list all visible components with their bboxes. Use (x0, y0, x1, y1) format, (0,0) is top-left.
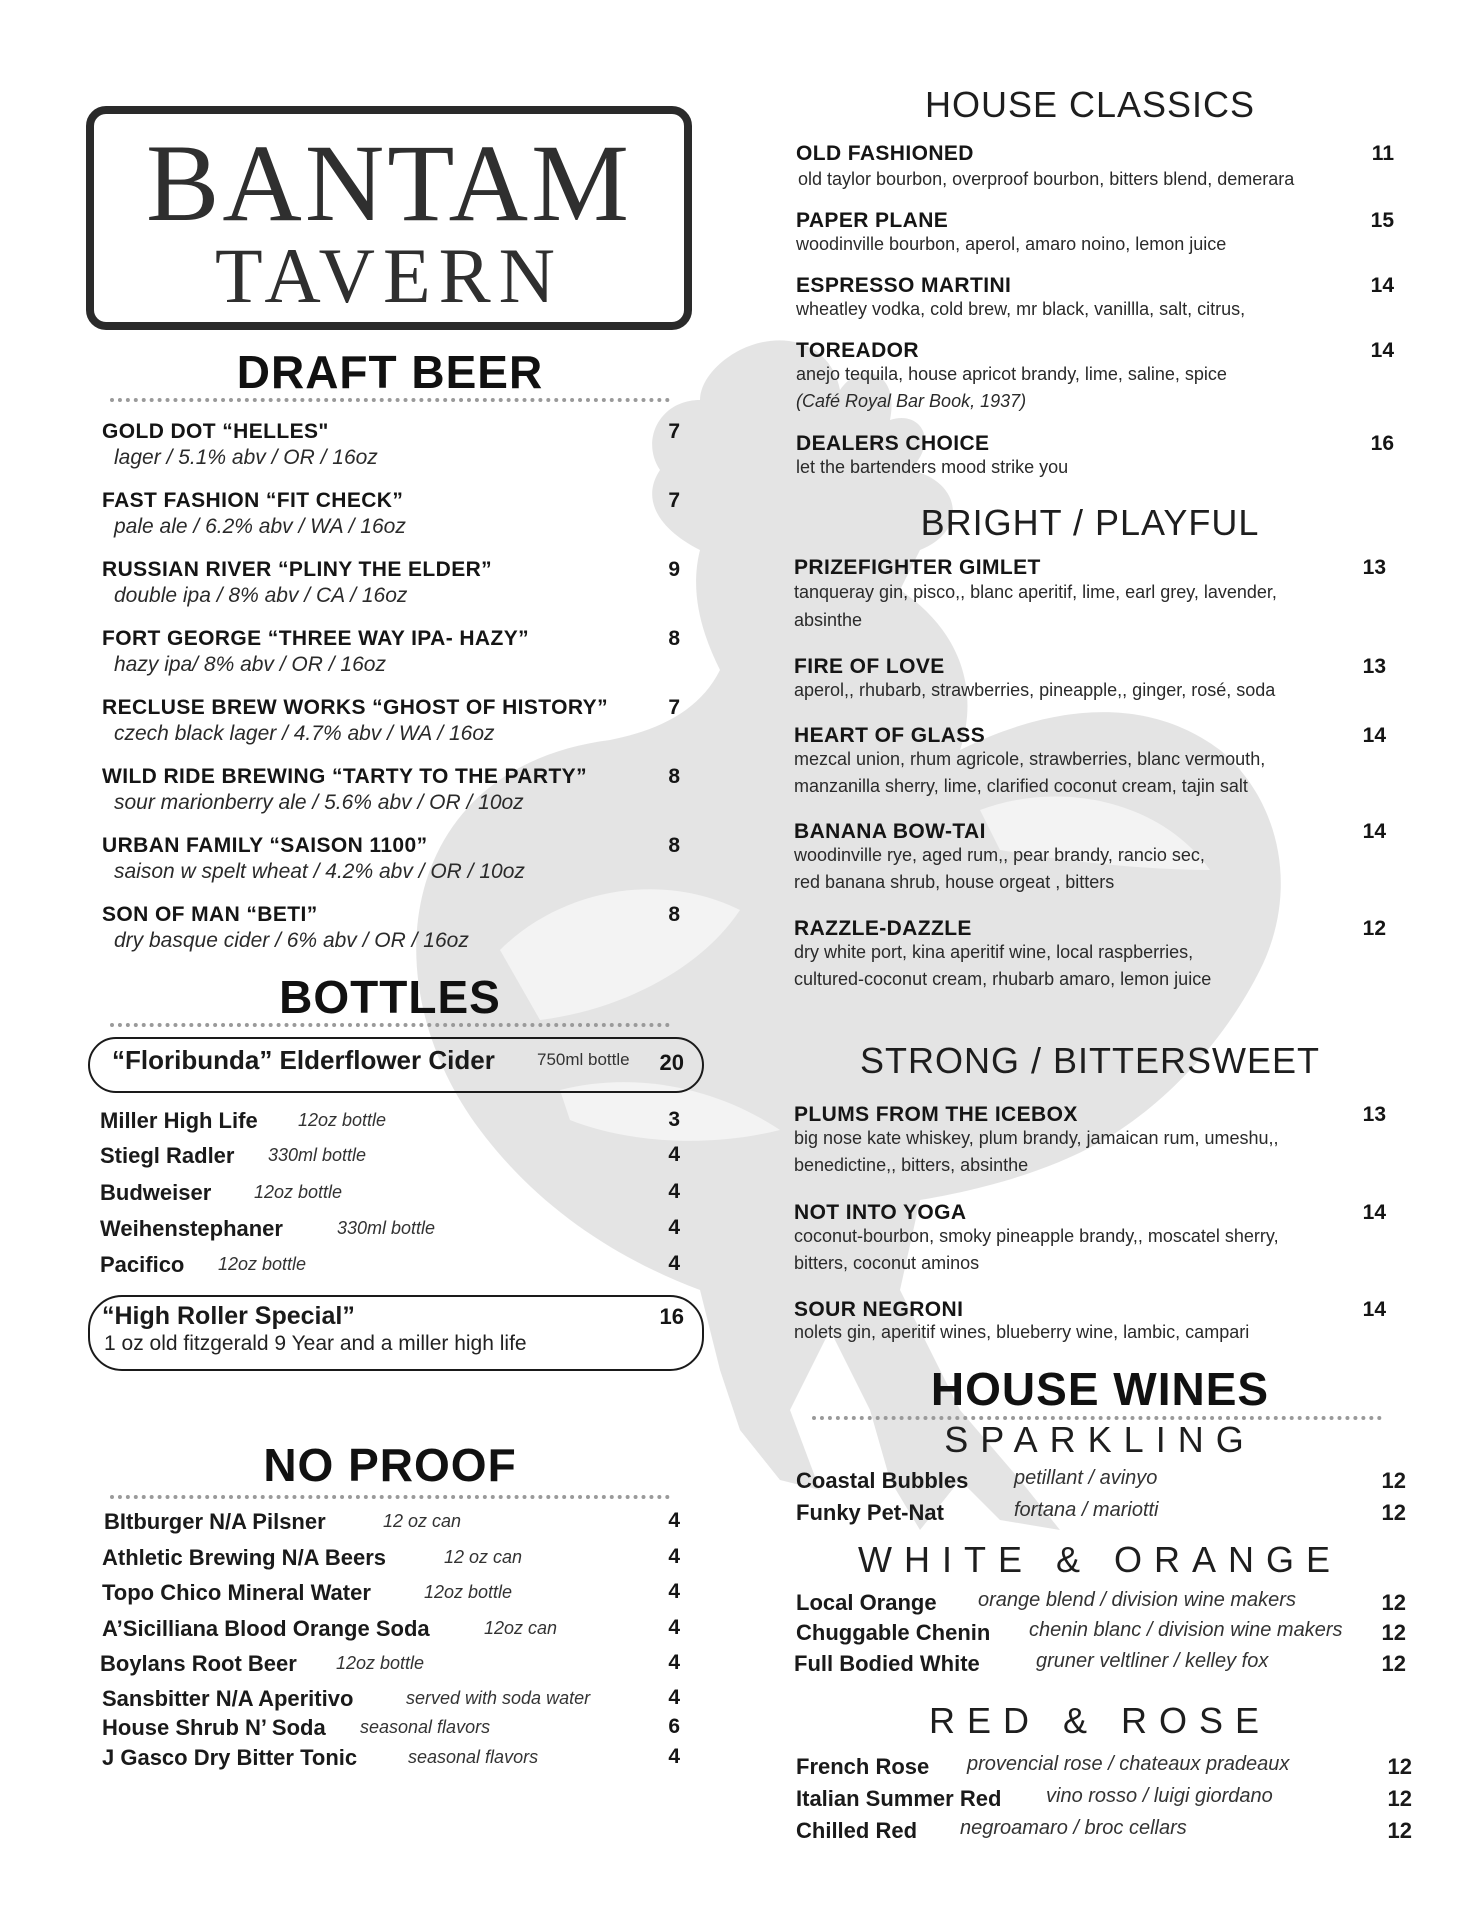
logo-line-2: TAVERN (214, 232, 563, 319)
draft-beer-price: 7 (668, 696, 680, 719)
bottle-price: 3 (668, 1108, 680, 1131)
wine-price: 12 (1387, 1818, 1412, 1843)
no-proof-size: served with soda water (406, 1688, 591, 1708)
cocktail-desc: aperol,, rhubarb, strawberries, pineapple,, ginger, rosé, soda (794, 680, 1276, 700)
draft-beer-price: 7 (668, 420, 680, 443)
cocktail-price: 16 (1370, 432, 1394, 455)
no-proof-price: 6 (668, 1715, 680, 1738)
wine-desc: petillant / avinyo (1014, 1467, 1158, 1489)
bright-playful-title: BRIGHT / PLAYFUL (920, 502, 1260, 543)
bottle-size: 330ml bottle (337, 1218, 436, 1238)
wine-price: 12 (1387, 1786, 1412, 1811)
cocktail-desc-line2: absinthe (794, 610, 863, 630)
no-proof-size: 12 oz can (383, 1511, 462, 1531)
cocktail-price: 13 (1362, 556, 1386, 579)
wine-desc: negroamaro / broc cellars (960, 1817, 1187, 1839)
no-proof-divider (110, 1495, 670, 1499)
cocktail-desc-line2: manzanilla sherry, lime, clarified coconut cream, tajin salt (794, 776, 1248, 796)
house-wines-title: HOUSE WINES (930, 1363, 1270, 1415)
bottle-price: 4 (668, 1180, 680, 1203)
no-proof-size: 12oz bottle (336, 1653, 425, 1673)
wine-name: Local Orange (796, 1590, 937, 1615)
draft-beer-price: 8 (668, 903, 680, 926)
no-proof-size: seasonal flavors (408, 1747, 539, 1767)
strong-bittersweet-title: STRONG / BITTERSWEET (859, 1040, 1320, 1081)
draft-beer-price: 7 (668, 489, 680, 512)
draft-beer-divider (110, 398, 670, 402)
bottles-title: BOTTLES (279, 971, 501, 1023)
no-proof-name: Topo Chico Mineral Water (102, 1580, 371, 1605)
bottle-price: 4 (668, 1252, 680, 1275)
cocktail-desc: anejo tequila, house apricot brandy, lime, saline, spice (796, 364, 1227, 384)
cocktail-price: 13 (1362, 655, 1386, 678)
sparkling-title: SPARKLING (944, 1419, 1256, 1460)
no-proof-size: seasonal flavors (360, 1717, 491, 1737)
bottle-name: Budweiser (100, 1180, 212, 1205)
cocktail-price: 15 (1370, 209, 1394, 232)
cocktail-price: 14 (1362, 1201, 1386, 1224)
draft-beer-desc: czech black lager / 4.7% abv / WA / 16oz (114, 722, 495, 745)
draft-beer-name: FORT GEORGE “THREE WAY IPA- HAZY” (102, 627, 530, 650)
wine-price: 12 (1381, 1620, 1406, 1645)
wine-price: 12 (1387, 1754, 1412, 1779)
cocktail-price: 14 (1362, 724, 1386, 747)
no-proof-title: NO PROOF (263, 1439, 517, 1491)
cocktail-name: TOREADOR (796, 339, 919, 362)
cocktail-desc: coconut-bourbon, smoky pineapple brandy,, moscatel sherry, (794, 1226, 1279, 1246)
draft-beer-price: 9 (668, 558, 680, 581)
high-roller-price: 16 (659, 1304, 684, 1329)
draft-beer-desc: sour marionberry ale / 5.6% abv / OR / 10oz (114, 791, 524, 814)
no-proof-price: 4 (668, 1616, 680, 1639)
cocktail-price: 11 (1371, 142, 1394, 165)
cocktail-name: PRIZEFIGHTER GIMLET (794, 556, 1041, 579)
draft-beer-name: FAST FASHION “FIT CHECK” (102, 489, 404, 512)
cocktail-name: DEALERS CHOICE (796, 432, 990, 455)
wine-name: Coastal Bubbles (796, 1468, 969, 1493)
cocktail-name: NOT INTO YOGA (794, 1201, 967, 1224)
cocktail-price: 12 (1362, 917, 1386, 940)
cocktail-name: HEART OF GLASS (794, 724, 986, 747)
draft-beer-desc: hazy ipa/ 8% abv / OR / 16oz (114, 653, 386, 676)
cocktail-name: SOUR NEGRONI (794, 1298, 964, 1321)
cocktail-desc: woodinville rye, aged rum,, pear brandy, rancio sec, (794, 845, 1205, 865)
no-proof-price: 4 (668, 1686, 680, 1709)
high-roller-desc: 1 oz old fitzgerald 9 Year and a miller high life (104, 1332, 527, 1355)
red-rose-title: RED & ROSE (928, 1700, 1272, 1741)
no-proof-name: BItburger N/A Pilsner (104, 1509, 326, 1534)
cocktail-desc: nolets gin, aperitif wines, blueberry wine, lambic, campari (794, 1322, 1250, 1342)
draft-beer-name: GOLD DOT “HELLES" (102, 420, 329, 443)
no-proof-size: 12oz can (484, 1618, 558, 1638)
wine-name: Funky Pet-Nat (796, 1500, 944, 1525)
draft-beer-desc: saison w spelt wheat / 4.2% abv / OR / 10oz (114, 860, 525, 883)
cocktail-desc: dry white port, kina aperitif wine, local raspberries, (794, 942, 1194, 962)
no-proof-price: 4 (668, 1545, 680, 1568)
cocktail-name: OLD FASHIONED (796, 142, 974, 165)
cocktail-price: 14 (1370, 339, 1394, 362)
wine-desc: orange blend / division wine makers (978, 1589, 1296, 1611)
wine-desc: vino rosso / luigi giordano (1046, 1785, 1273, 1807)
wine-price: 12 (1381, 1651, 1406, 1676)
draft-beer-price: 8 (668, 834, 680, 857)
cocktail-desc: let the bartenders mood strike you (796, 457, 1069, 477)
cocktail-price: 14 (1362, 820, 1386, 843)
cocktail-name: PLUMS FROM THE ICEBOX (794, 1103, 1078, 1126)
cocktail-desc-line2: cultured-coconut cream, rhubarb amaro, lemon juice (794, 969, 1212, 989)
white-orange-title: WHITE & ORANGE (857, 1539, 1343, 1580)
wine-price: 12 (1381, 1468, 1406, 1493)
draft-beer-title: DRAFT BEER (236, 346, 544, 398)
cocktail-desc: mezcal union, rhum agricole, strawberries, blanc vermouth, (794, 749, 1266, 769)
bottle-name: Stiegl Radler (100, 1143, 235, 1168)
no-proof-price: 4 (668, 1745, 680, 1768)
no-proof-name: Sansbitter N/A Aperitivo (102, 1686, 354, 1711)
cocktail-source: (Café Royal Bar Book, 1937) (796, 391, 1027, 411)
bottle-name: Pacifico (100, 1252, 185, 1277)
cocktail-desc: wheatley vodka, cold brew, mr black, vanillla, salt, citrus, (796, 299, 1246, 319)
wine-desc: fortana / mariotti (1014, 1499, 1159, 1521)
draft-beer-desc: pale ale / 6.2% abv / WA / 16oz (114, 515, 406, 538)
wine-name: French Rose (796, 1754, 930, 1779)
bottle-name: Miller High Life (100, 1108, 258, 1133)
wine-name: Chuggable Chenin (796, 1620, 991, 1645)
no-proof-price: 4 (668, 1651, 680, 1674)
wine-name: Chilled Red (796, 1818, 918, 1843)
cocktail-name: ESPRESSO MARTINI (796, 274, 1012, 297)
wine-desc: provencial rose / chateaux pradeaux (967, 1753, 1290, 1775)
no-proof-size: 12 oz can (444, 1547, 523, 1567)
no-proof-name: J Gasco Dry Bitter Tonic (102, 1745, 358, 1770)
cocktail-price: 13 (1362, 1103, 1386, 1126)
wine-desc: chenin blanc / division wine makers (1029, 1619, 1343, 1641)
cocktail-desc-line2: red banana shrub, house orgeat , bitters (794, 872, 1115, 892)
no-proof-price: 4 (668, 1580, 680, 1603)
cocktail-name: RAZZLE-DAZZLE (794, 917, 972, 940)
bottle-name: Weihenstephaner (100, 1216, 283, 1241)
draft-beer-name: RUSSIAN RIVER “PLINY THE ELDER” (102, 558, 493, 581)
logo-line-1: BANTAM (146, 122, 632, 244)
wine-price: 12 (1381, 1500, 1406, 1525)
cocktail-name: PAPER PLANE (796, 209, 949, 232)
no-proof-name: House Shrub N’ Soda (102, 1715, 326, 1740)
cocktail-desc: woodinville bourbon, aperol, amaro noino, lemon juice (796, 234, 1227, 254)
house-classics-title: HOUSE CLASSICS (924, 84, 1256, 125)
no-proof-name: Boylans Root Beer (100, 1651, 297, 1676)
wine-name: Italian Summer Red (796, 1786, 1002, 1811)
draft-beer-name: URBAN FAMILY “SAISON 1100” (102, 834, 428, 857)
draft-beer-name: RECLUSE BREW WORKS “GHOST OF HISTORY” (102, 696, 608, 719)
cocktail-desc-line2: bitters, coconut aminos (794, 1253, 980, 1273)
featured-bottle-name: “Floribunda” Elderflower Cider (112, 1045, 495, 1075)
cocktail-price: 14 (1362, 1298, 1386, 1321)
cocktail-desc: old taylor bourbon, overproof bourbon, bitters blend, demerara (798, 169, 1295, 189)
high-roller-name: “High Roller Special” (102, 1302, 355, 1330)
draft-beer-price: 8 (668, 765, 680, 788)
cocktail-price: 14 (1370, 274, 1394, 297)
cocktail-name: FIRE OF LOVE (794, 655, 945, 678)
bottle-size: 12oz bottle (218, 1254, 307, 1274)
bottle-size: 12oz bottle (298, 1110, 387, 1130)
bottle-size: 330ml bottle (268, 1145, 367, 1165)
bantam-tavern-logo (86, 106, 692, 330)
draft-beer-desc: dry basque cider / 6% abv / OR / 16oz (114, 929, 469, 952)
wine-name: Full Bodied White (794, 1651, 980, 1676)
cocktail-desc-line2: benedictine,, bitters, absinthe (794, 1155, 1029, 1175)
draft-beer-price: 8 (668, 627, 680, 650)
cocktail-desc: big nose kate whiskey, plum brandy, jamaican rum, umeshu,, (794, 1128, 1279, 1148)
wine-desc: gruner veltliner / kelley fox (1036, 1650, 1269, 1672)
no-proof-size: 12oz bottle (424, 1582, 513, 1602)
wine-price: 12 (1381, 1590, 1406, 1615)
cocktail-desc: tanqueray gin, pisco,, blanc aperitif, lime, earl grey, lavender, (794, 582, 1277, 602)
draft-beer-desc: lager / 5.1% abv / OR / 16oz (114, 446, 378, 469)
draft-beer-name: SON OF MAN “BETI” (102, 903, 318, 926)
bottle-size: 12oz bottle (254, 1182, 343, 1202)
draft-beer-desc: double ipa / 8% abv / CA / 16oz (114, 584, 408, 607)
bottles-divider (110, 1023, 670, 1027)
no-proof-name: A’Sicilliana Blood Orange Soda (102, 1616, 430, 1641)
no-proof-price: 4 (668, 1509, 680, 1532)
no-proof-name: Athletic Brewing N/A Beers (102, 1545, 387, 1570)
bottle-price: 4 (668, 1216, 680, 1239)
draft-beer-name: WILD RIDE BREWING “TARTY TO THE PARTY” (102, 765, 587, 788)
featured-bottle-price: 20 (659, 1050, 684, 1075)
cocktail-name: BANANA BOW-TAI (794, 820, 986, 843)
bottle-price: 4 (668, 1143, 680, 1166)
featured-bottle-size: 750ml bottle (537, 1050, 630, 1069)
